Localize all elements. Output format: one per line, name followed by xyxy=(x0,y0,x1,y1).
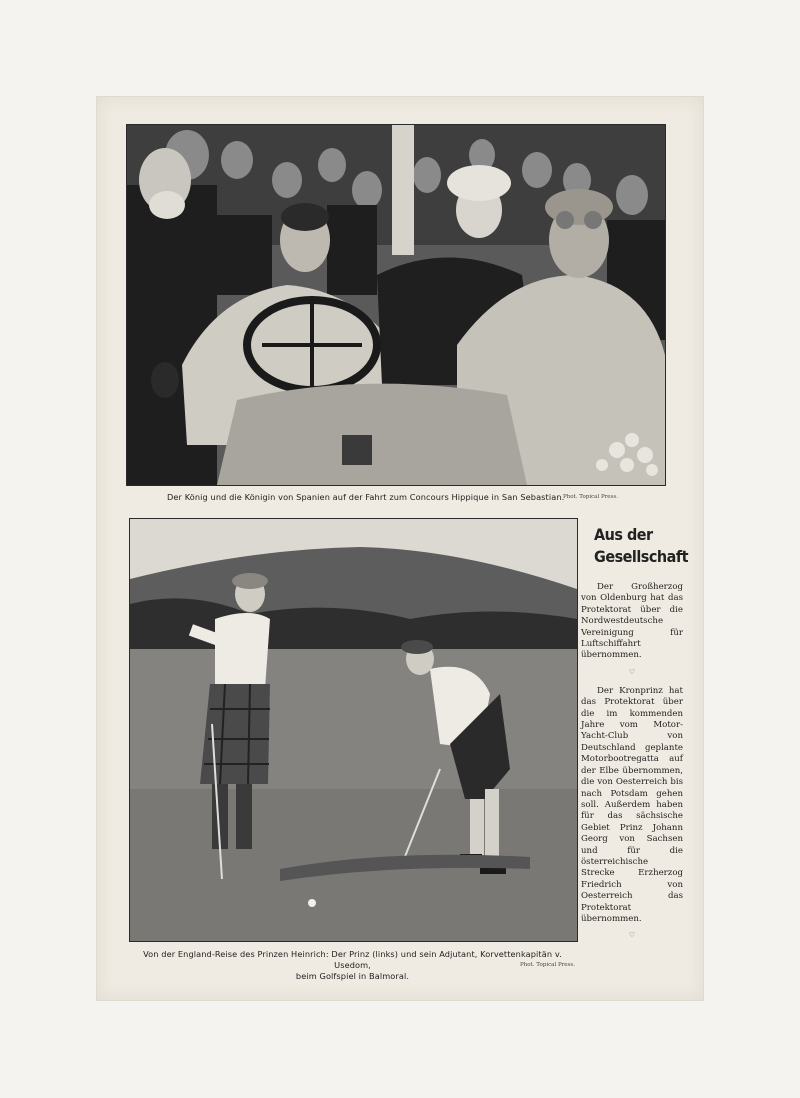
society-news-column xyxy=(581,518,688,949)
magazine-page xyxy=(97,97,703,1000)
separator-heart-icon: ♡ xyxy=(628,667,636,676)
golf-illustration xyxy=(130,519,577,941)
news-item-oldenburg: Der Großherzog von Oldenburg hat das Protektorat über die Nordwestdeutsche Vereinigung für Luftschiffahrt übernommen. xyxy=(581,582,683,661)
caption-royal-car: Der König und die Königin von Spanien auf der Fahrt zum Concours Hippique in San Sebastian. xyxy=(167,492,565,502)
photo-credit-top: Phot. Topical Press. xyxy=(563,494,618,500)
photo-royal-car xyxy=(126,124,666,486)
photo-credit-bottom: Phot. Topical Press. xyxy=(520,962,575,968)
news-item-kronprinz: Der Kronprinz hat das Protektorat über die im kommenden Jahre vom Motor-Yacht-Club von Deutschland geplante Motorbootregatta auf der Elbe übernommen, die von Oesterreich bis nach Potsdam gehen soll. Außerdem haben für das sächsische Gebiet Prinz Johann Georg von Sachsen und für die österreichische Strecke Erzherzog Friedrich von Oesterreich das Protektorat übernommen. xyxy=(581,685,683,924)
column-title-line-2: Gesellschaft xyxy=(594,547,688,566)
column-title xyxy=(594,524,688,568)
caption-golf-line-2: beim Golfspiel in Balmoral. xyxy=(295,971,410,981)
separator-heart-icon-2: ♡ xyxy=(628,931,636,940)
photo-golf-balmoral xyxy=(129,518,578,942)
column-title-line-1: Aus der xyxy=(594,525,653,544)
caption-golf-line-1: Von der England-Reise des Prinzen Heinrich: Der Prinz (links) und sein Adjutant, Korvettenkapitän v. Usedom, xyxy=(143,949,562,970)
royal-car-illustration xyxy=(127,125,665,485)
caption-golf xyxy=(129,949,576,982)
